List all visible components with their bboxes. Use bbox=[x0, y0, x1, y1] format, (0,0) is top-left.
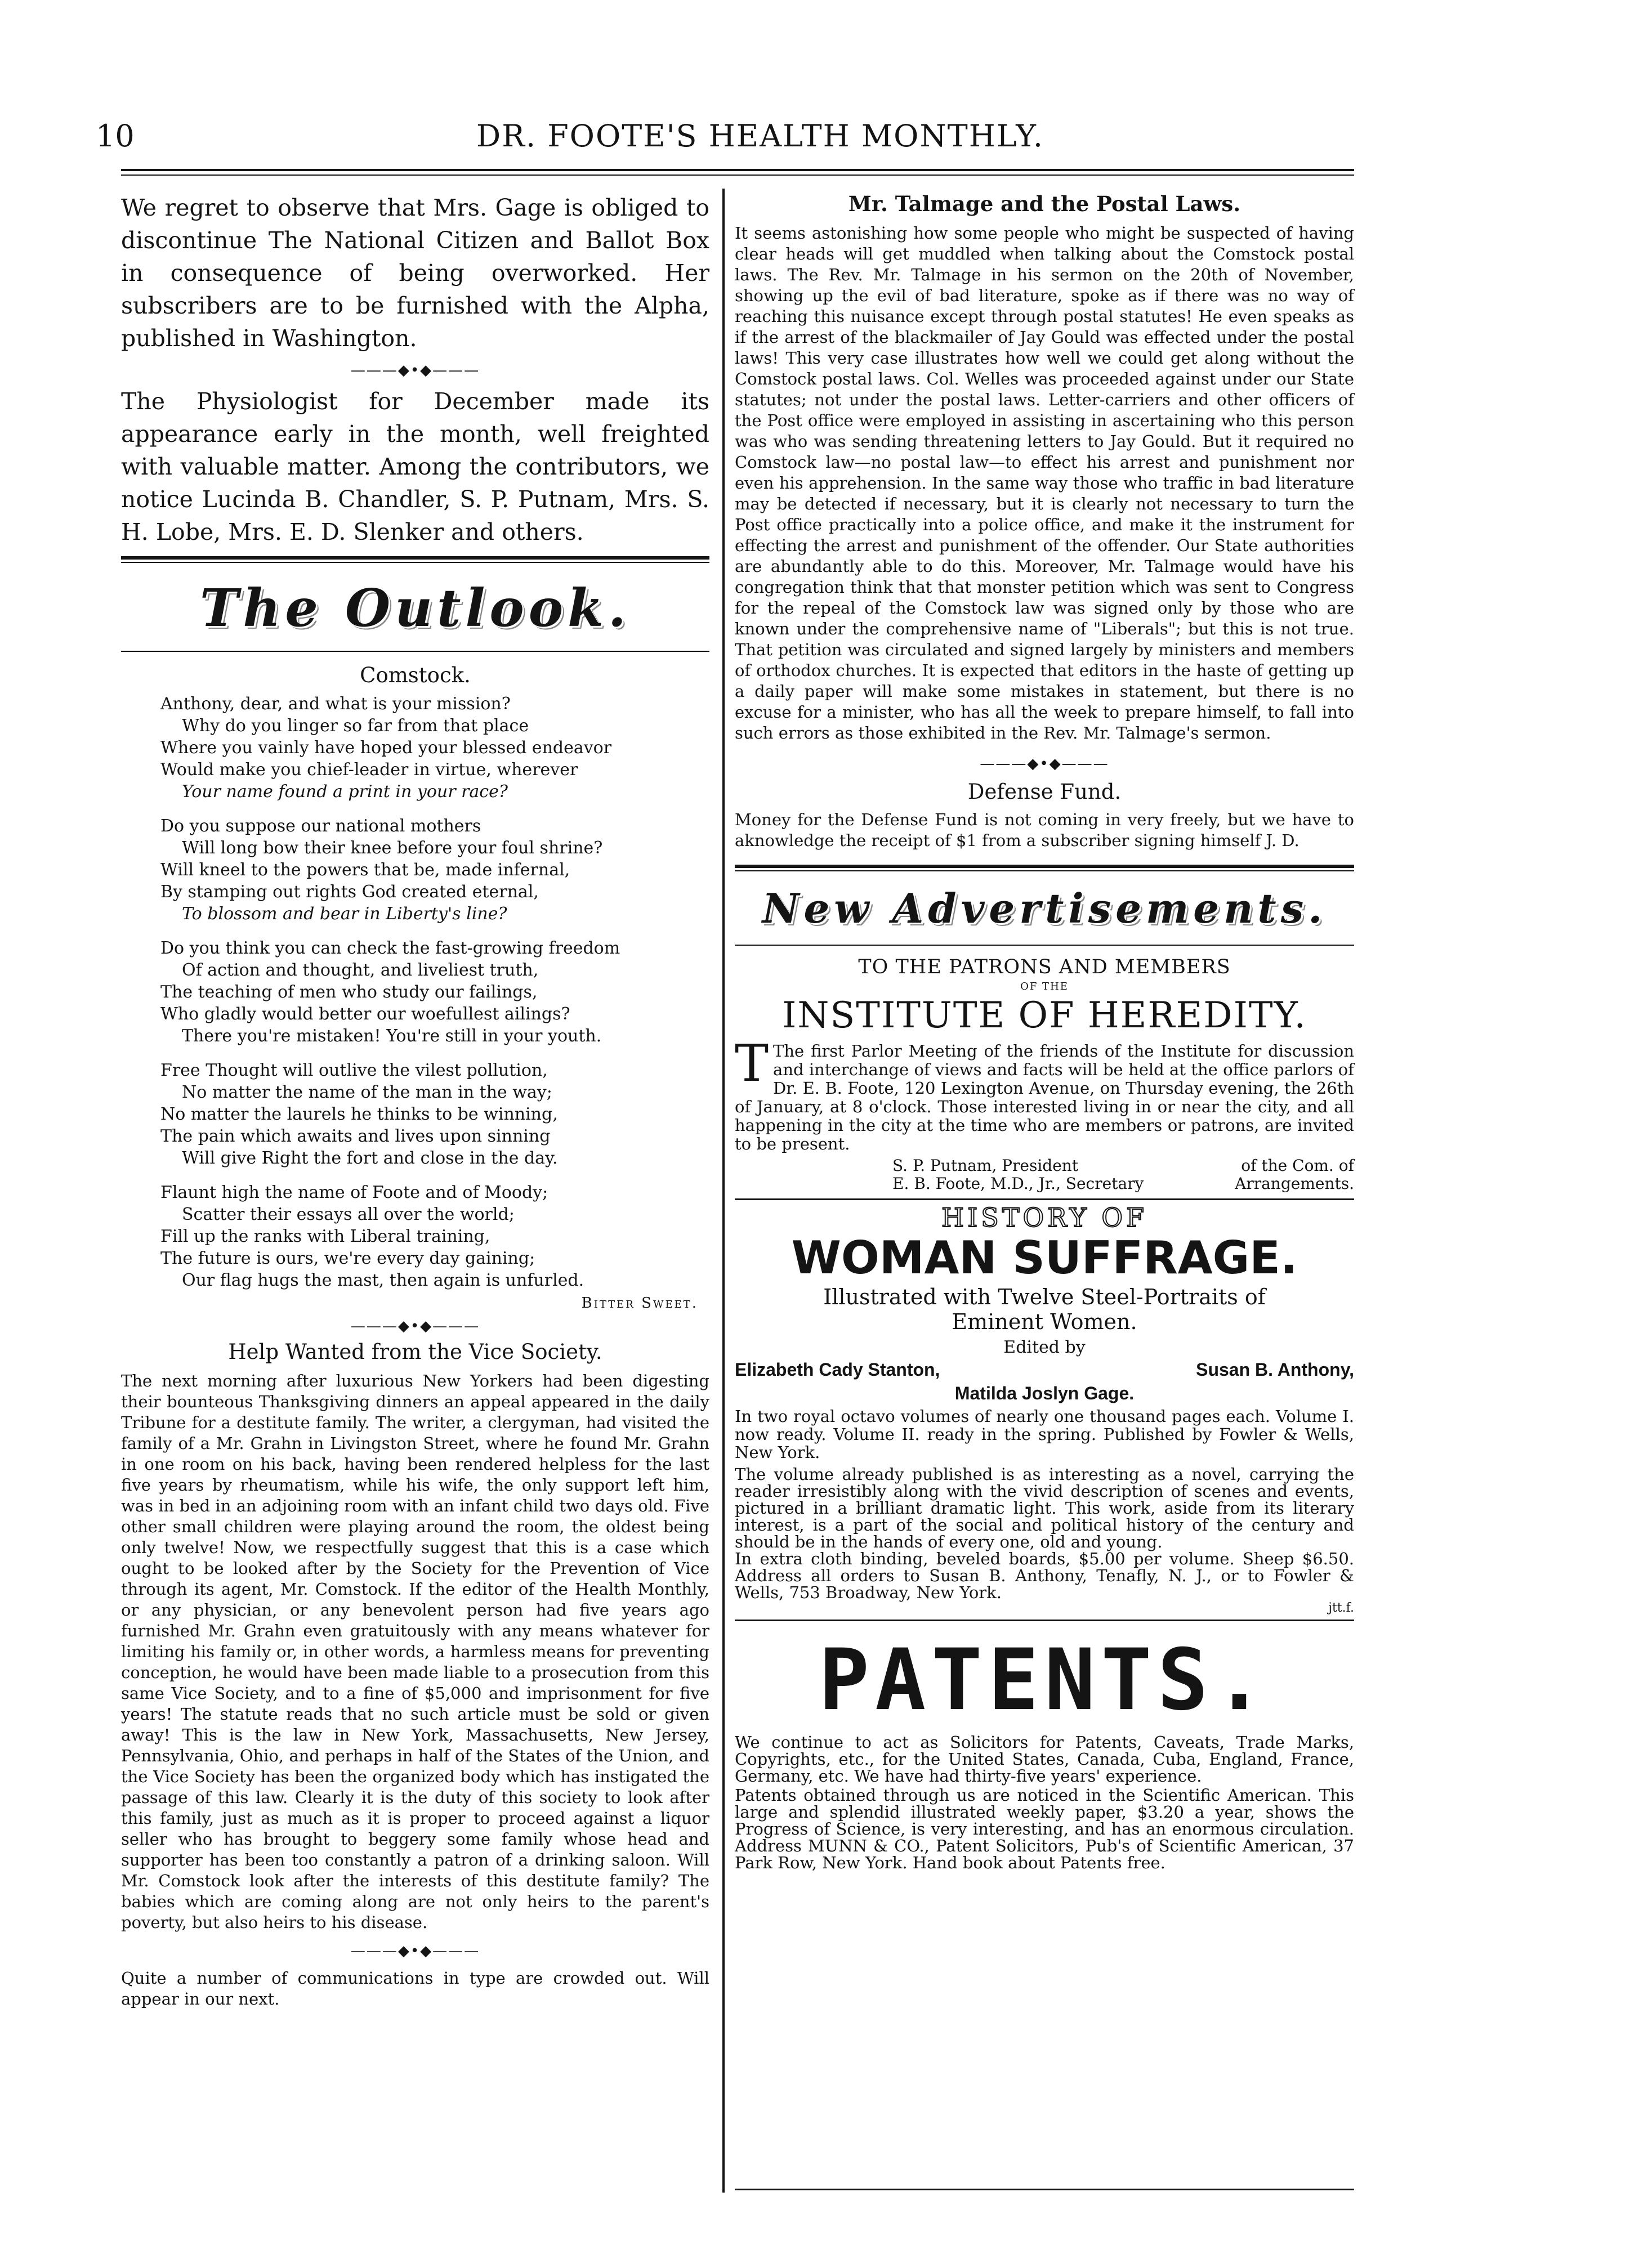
heredity-sig-right1: of the Com. of bbox=[1241, 1156, 1354, 1175]
crowded-note: Quite a number of communications in type are crowded out. Will appear in our next. bbox=[121, 1969, 709, 2008]
poem-line: Will long bow their knee before your foul shrine? bbox=[182, 838, 603, 858]
heredity-title: INSTITUTE OF HEREDITY. bbox=[782, 995, 1307, 1036]
suffrage-editor1: Elizabeth Cady Stanton, bbox=[735, 1359, 940, 1380]
heredity-body bbox=[735, 1034, 1354, 1153]
poem-line: Do you suppose our national mothers bbox=[160, 816, 481, 836]
poem-line: Scatter their essays all over the world; bbox=[182, 1205, 515, 1224]
suffrage-title: WOMAN SUFFRAGE. bbox=[791, 1232, 1298, 1284]
poem-line: Who gladly would better our woefullest ailings? bbox=[160, 1004, 570, 1024]
poem-line: Do you think you can check the fast-growing freedom bbox=[160, 938, 620, 958]
suffrage-editor2: Susan B. Anthony, bbox=[1196, 1359, 1354, 1380]
bottom-rule bbox=[735, 2189, 1354, 2190]
heredity-body-text: The first Parlor Meeting of the friends of the Institute for discussion and interchange of views and facts will be held at the office parlors of Dr. E. B. Foote, 120 Lexington Avenue, on Thursday evening, the 26th of January, at 8 o'clock. Those interested living in or near the city, and all happening in the city at the time who are members or patrons, are invited to be present. bbox=[735, 1041, 1354, 1153]
heredity-sig1: S. P. Putnam, President bbox=[892, 1156, 1079, 1175]
header-rule bbox=[121, 169, 1354, 171]
poem-stanza bbox=[160, 1182, 709, 1291]
poem-line: Where you vainly have hoped your blessed endeavor bbox=[160, 738, 612, 758]
section-rule bbox=[735, 1198, 1354, 1200]
poem-line: By stamping out rights God created eternal, bbox=[160, 882, 539, 902]
poem-line: Fill up the ranks with Liberal training, bbox=[160, 1227, 490, 1246]
poem-line: The pain which awaits and lives upon sinning bbox=[160, 1126, 551, 1146]
poem-stanza bbox=[160, 937, 709, 1047]
patents-body1: We continue to act as Solicitors for Patents, Caveats, Trade Marks, Copyrights, etc., for the United States, Canada, Cuba, England, France, Germany, etc. We have had thirty-five years' experience. bbox=[735, 1733, 1354, 1786]
poem-stanza bbox=[160, 693, 709, 803]
heredity-line1: TO THE PATRONS AND MEMBERS bbox=[858, 956, 1231, 978]
ads-heading: New Advertisements. bbox=[762, 884, 1327, 932]
talmage-title: Mr. Talmage and the Postal Laws. bbox=[848, 191, 1241, 216]
poem-line: There you're mistaken! You're still in your youth. bbox=[182, 1026, 602, 1046]
section-rule bbox=[121, 556, 709, 560]
poem-line: The teaching of men who study our failings, bbox=[160, 982, 538, 1002]
column-divider bbox=[722, 189, 725, 2193]
suffrage-sub2: Eminent Women. bbox=[952, 1309, 1137, 1334]
outlook-heading: The Outlook. bbox=[200, 578, 631, 638]
poem-line: Flaunt high the name of Foote and of Moody; bbox=[160, 1183, 548, 1202]
help-title: Help Wanted from the Vice Society. bbox=[228, 1340, 602, 1364]
poem-line: Anthony, dear, and what is your mission? bbox=[160, 694, 511, 714]
suffrage-body: The volume already published is as interesting as a novel, carrying the reader irresistibly along with the vivid description of scenes and events, pictured in a brilliant dramatic light. This work, aside from its literary interest, is a part of the social and political history of the century and should be in the hands of every one, old and young. bbox=[735, 1465, 1354, 1551]
poem-line: Free Thought will outlive the vilest pollution, bbox=[160, 1061, 548, 1080]
publication-title: DR. FOOTE'S HEALTH MONTHLY. bbox=[476, 118, 1044, 154]
patents-title: PATENTS. bbox=[818, 1631, 1271, 1729]
section-rule-thin bbox=[735, 870, 1354, 871]
poem-line: Why do you linger so far from that place bbox=[182, 716, 529, 736]
poem-stanza bbox=[160, 815, 709, 925]
gage-notice: We regret to observe that Mrs. Gage is obliged to discontinue The National Citizen and Ballot Box in consequence of being overworked. Her subscribers are to be furnished with the Alpha, published in Washington. bbox=[121, 194, 709, 352]
ornament-divider: ———◆•◆——— bbox=[350, 362, 480, 379]
ornament-divider: ———◆•◆——— bbox=[350, 1943, 480, 1960]
suffrage-edited: Edited by bbox=[1003, 1337, 1086, 1357]
section-rule bbox=[735, 1620, 1354, 1621]
poem-line: To blossom and bear in Liberty's line? bbox=[182, 904, 507, 924]
poem-line: Will give Right the fort and close in the day. bbox=[182, 1148, 558, 1168]
patents-body2: Patents obtained through us are noticed in the Scientific American. This large and splendid illustrated weekly paper, $3.20 a year, shows the Progress of Science, is very interesting, and has an enormous circulation. Address MUNN & CO., Patent Solicitors, Pub's of Scientific American, 37 Park Row, New York. Hand book about Patents free. bbox=[735, 1786, 1354, 1872]
heredity-line2: OF THE bbox=[1020, 981, 1069, 992]
section-rule-thin bbox=[121, 562, 709, 563]
physiologist-notice: The Physiologist for December made its appearance early in the month, well freighted with valuable matter. Among the contributors, we notice Lucinda B. Chandler, S. P. Putnam, Mrs. S. H. Lobe, Mrs. E. D. Slenker and others. bbox=[121, 388, 709, 545]
section-rule-thin bbox=[121, 651, 709, 652]
section-rule bbox=[735, 865, 1354, 868]
suffrage-editor3: Matilda Joslyn Gage. bbox=[954, 1383, 1135, 1403]
heredity-sig2: E. B. Foote, M.D., Jr., Secretary bbox=[892, 1174, 1144, 1193]
talmage-body: It seems astonishing how some people who might be suspected of having clear heads will get muddled when talking about the Comstock postal laws. The Rev. Mr. Talmage in his sermon on the 20th of November, showing up the evil of bad literature, spoke as if there was no way of reaching this nuisance except through postal statutes! He even speaks as if the arrest of the blackmailer of Jay Gould was effected under the postal laws! This very case illustrates how well we could get along without the Comstock postal laws. Col. Welles was proceeded against under our State statutes; not under the postal laws. Letter-carriers and other officers of the Post office were employed in assisting in ascertaining who this person was who was sending threatening letters to Jay Gould. But it required no Comstock law—no postal law—to effect his arrest and punishment nor even his apprehension. In the same way those who traffic in bad literature may be detected if necessary, but it is clearly not necessary to turn the Post office practically into a police office, and make it the instrument for effecting the arrest and punishment of the offender. Our State authorities are abundantly able to do this. Moreover, Mr. Talmage would have his congregation think that that monster petition which was sent to Congress for the repeal of the Comstock law was signed only by those who are known under the comprehensive name of "Liberals"; but this is not true. That petition was circulated and signed largely by ministers and members of orthodox churches. It is expected that editors in the haste of getting up a daily paper will make some mistakes in statement, but there is no excuse for a minister, who has all the week to prepare himself, to fall into such errors as those exhibited in the Rev. Mr. Talmage's sermon. bbox=[735, 223, 1354, 742]
poem-stanza bbox=[160, 1059, 709, 1169]
poem-line: Will kneel to the powers that be, made infernal, bbox=[160, 860, 570, 880]
heredity-sig-right2: Arrangements. bbox=[1235, 1174, 1354, 1193]
defense-title: Defense Fund. bbox=[967, 780, 1122, 804]
ornament-divider: ———◆•◆——— bbox=[350, 1318, 480, 1335]
suffrage-editors bbox=[735, 1357, 1354, 1382]
poem-line: The future is ours, we're every day gaining; bbox=[160, 1249, 535, 1268]
ornament-divider: ———◆•◆——— bbox=[980, 755, 1109, 772]
poem-line: Your name found a print in your race? bbox=[182, 782, 508, 802]
running-head bbox=[96, 118, 1424, 158]
suffrage-sub1: Illustrated with Twelve Steel-Portraits of bbox=[823, 1285, 1266, 1309]
header-rule-thin bbox=[121, 175, 1354, 176]
dropcap: T bbox=[735, 1034, 769, 1093]
poem-line: Our flag hugs the mast, then again is unfurled. bbox=[182, 1271, 584, 1290]
right-column bbox=[735, 191, 1354, 1871]
section-rule-thin bbox=[735, 945, 1354, 946]
poem bbox=[121, 693, 709, 1291]
poem-title: Comstock. bbox=[360, 663, 471, 687]
suffrage-mark: jtt.f. bbox=[1328, 1601, 1354, 1615]
poem-line: No matter the laurels he thinks to be winning, bbox=[160, 1104, 558, 1124]
defense-body: Money for the Defense Fund is not coming in very freely, but we have to aknowledge the receipt of $1 from a subscriber signing himself J. D. bbox=[735, 810, 1354, 850]
suffrage-price: In extra cloth binding, beveled boards, $5.00 per volume. Sheep $6.50. Address all orders to Susan B. Anthony, Tenafly, N. J., or to Fowler & Wells, 753 Broadway, New York. bbox=[735, 1549, 1354, 1602]
suffrage-info: In two royal octavo volumes of nearly one thousand pages each. Volume I. now ready. Volume II. ready in the spring. Published by Fowler & Wells, New York. bbox=[735, 1407, 1354, 1462]
heredity-signatures bbox=[735, 1157, 1354, 1195]
left-column bbox=[121, 191, 709, 2010]
poem-line: Of action and thought, and liveliest truth, bbox=[182, 960, 539, 980]
poem-signature: Bitter Sweet. bbox=[581, 1295, 698, 1312]
poem-line: No matter the name of the man in the way; bbox=[182, 1082, 552, 1102]
poem-line: Would make you chief-leader in virtue, wherever bbox=[160, 760, 578, 780]
suffrage-pre: HISTORY OF bbox=[941, 1202, 1148, 1233]
page-number: 10 bbox=[96, 118, 135, 154]
help-body: The next morning after luxurious New Yorkers had been digesting their bounteous Thanksgiving dinners an appeal appeared in the daily Tribune for a destitute family. The writer, a clergyman, had visited the family of a Mr. Grahn in Livingston Street, where he found Mr. Grahn in one room on his back, having been rendered helpless for the last five years by rheumatism, while his wife, the only support left him, was in bed in an adjoining room with an infant child two days old. Five other small children were playing around the room, the oldest being only twelve! Now, we respectfully suggest that this is a case which ought to be looked after by the Society for the Prevention of Vice through its agent, Mr. Comstock. If the editor of the Health Monthly, or any physician, or any benevolent person had five years ago furnished Mr. Grahn even gratuitously with any means whatever for limiting his family or, in other words, a harmless means for preventing conception, he would have been made liable to a prosecution from this same Vice Society, and to a fine of $5,000 and imprisonment for five years! The statute reads that no such article must be sold or given away! This is the law in New York, Massachusetts, New Jersey, Pennsylvania, Ohio, and perhaps in half of the States of the Union, and the Vice Society has been the organized body which has instigated the passage of this law. Clearly it is the duty of this society to look after this family, just as much as it is proper to proceed against a liquor seller who has brought to beggery some family whose head and supporter has been too constantly a patron of a drinking saloon. Will Mr. Comstock look after the interests of this destitute family? The babies which are coming along are not only heirs to the parent's poverty, but also heirs to his disease. bbox=[121, 1371, 709, 1932]
